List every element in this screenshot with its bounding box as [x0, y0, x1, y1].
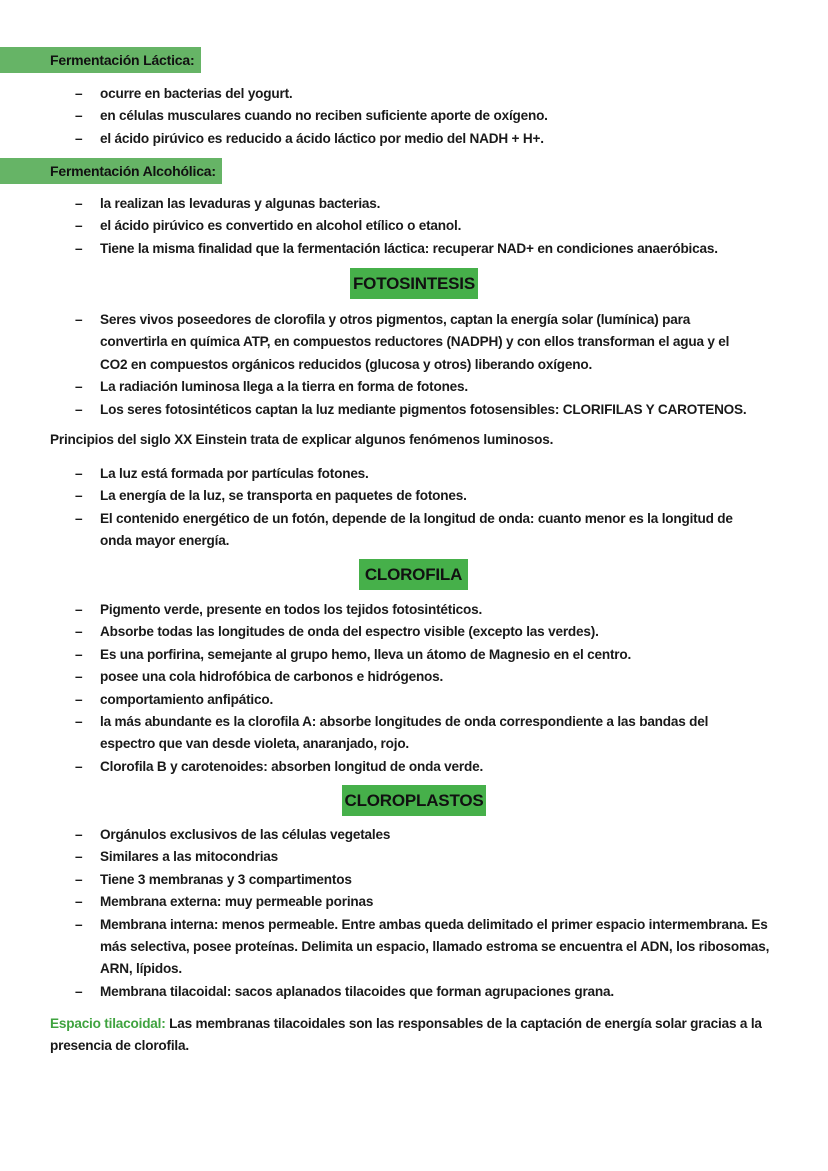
list-clorofila: [0, 599, 760, 778]
list-item: – Es una porfirina, semejante al grupo hemo, lleva un átomo de Magnesio en el centro.: [0, 644, 760, 666]
list-item: – el ácido pirúvico es convertido en alcohol etílico o etanol.: [0, 215, 760, 237]
list-item: – Pigmento verde, presente en todos los tejidos fotosintéticos.: [0, 599, 760, 621]
list-luz: [0, 463, 760, 553]
espacio-text: Las membranas tilacoidales son las responsables de la captación de energía solar gracias a la presencia de clorofila.: [50, 1016, 762, 1054]
list-item: – La energía de la luz, se transporta en paquetes de fotones.: [0, 485, 760, 507]
list-item: – Membrana externa: muy permeable porinas: [0, 891, 790, 913]
paragraph-espacio-tilacoidal: [50, 1013, 785, 1058]
list-lactica: [0, 83, 760, 150]
list-item: – la más abundante es la clorofila A: absorbe longitudes de onda correspondiente a las bandas del espectro que van desde violeta, anaranjado, rojo.: [0, 711, 760, 756]
list-item: – posee una cola hidrofóbica de carbonos e hidrógenos.: [0, 666, 760, 688]
list-item: – Tiene la misma finalidad que la fermentación láctica: recuperar NAD+ en condiciones anaeróbicas.: [0, 238, 760, 260]
section-title-cloroplastos: CLOROPLASTOS: [342, 785, 486, 816]
list-item: – Membrana tilacoidal: sacos aplanados tilacoides que forman agrupaciones grana.: [0, 981, 790, 1003]
list-item: – Clorofila B y carotenoides: absorben longitud de onda verde.: [0, 756, 760, 778]
section-title-clorofila: CLOROFILA: [359, 559, 468, 590]
list-item: – El contenido energético de un fotón, depende de la longitud de onda: cuanto menor es la longitud de onda mayor energía.: [0, 508, 760, 553]
section-title-fotosintesis: FOTOSINTESIS: [350, 268, 478, 299]
list-item: – Tiene 3 membranas y 3 compartimentos: [0, 869, 790, 891]
list-alcoholica: [0, 193, 760, 260]
list-cloroplastos: [0, 824, 790, 1003]
list-item: – la realizan las levaduras y algunas bacterias.: [0, 193, 760, 215]
list-item: – Seres vivos poseedores de clorofila y otros pigmentos, captan la energía solar (lumínica) para convertirla en química ATP, en compuestos reductores (NADPH) y con ellos transforman el agua y el CO2 en compuestos orgánicos reducidos (glucosa y otros) liberando oxígeno.: [0, 309, 760, 376]
heading-fermentacion-lactica: Fermentación Láctica:: [0, 47, 201, 73]
paragraph-einstein: Principios del siglo XX Einstein trata de explicar algunos fenómenos luminosos.: [50, 432, 554, 447]
list-fotosintesis: [0, 309, 760, 421]
list-item: – La luz está formada por partículas fotones.: [0, 463, 760, 485]
list-item: – el ácido pirúvico es reducido a ácido láctico por medio del NADH + H+.: [0, 128, 760, 150]
list-item: – Similares a las mitocondrias: [0, 846, 790, 868]
label-espacio-tilacoidal: Espacio tilacoidal:: [50, 1016, 166, 1031]
list-item: – comportamiento anfipático.: [0, 689, 760, 711]
heading-fermentacion-alcoholica: Fermentación Alcohólica:: [0, 158, 222, 184]
list-item: – en células musculares cuando no reciben suficiente aporte de oxígeno.: [0, 105, 760, 127]
list-item: – Los seres fotosintéticos captan la luz mediante pigmentos fotosensibles: CLORIFILAS Y CAROTENOS.: [0, 399, 760, 421]
list-item: – ocurre en bacterias del yogurt.: [0, 83, 760, 105]
list-item: – La radiación luminosa llega a la tierra en forma de fotones.: [0, 376, 760, 398]
list-item: – Membrana interna: menos permeable. Entre ambas queda delimitado el primer espacio intermembrana. Es más selectiva, posee proteínas. Delimita un espacio, llamado estroma se encuentra el ADN, los ribosomas, ARN, lípidos.: [0, 914, 790, 981]
list-item: – Absorbe todas las longitudes de onda del espectro visible (excepto las verdes).: [0, 621, 760, 643]
list-item: – Orgánulos exclusivos de las células vegetales: [0, 824, 790, 846]
